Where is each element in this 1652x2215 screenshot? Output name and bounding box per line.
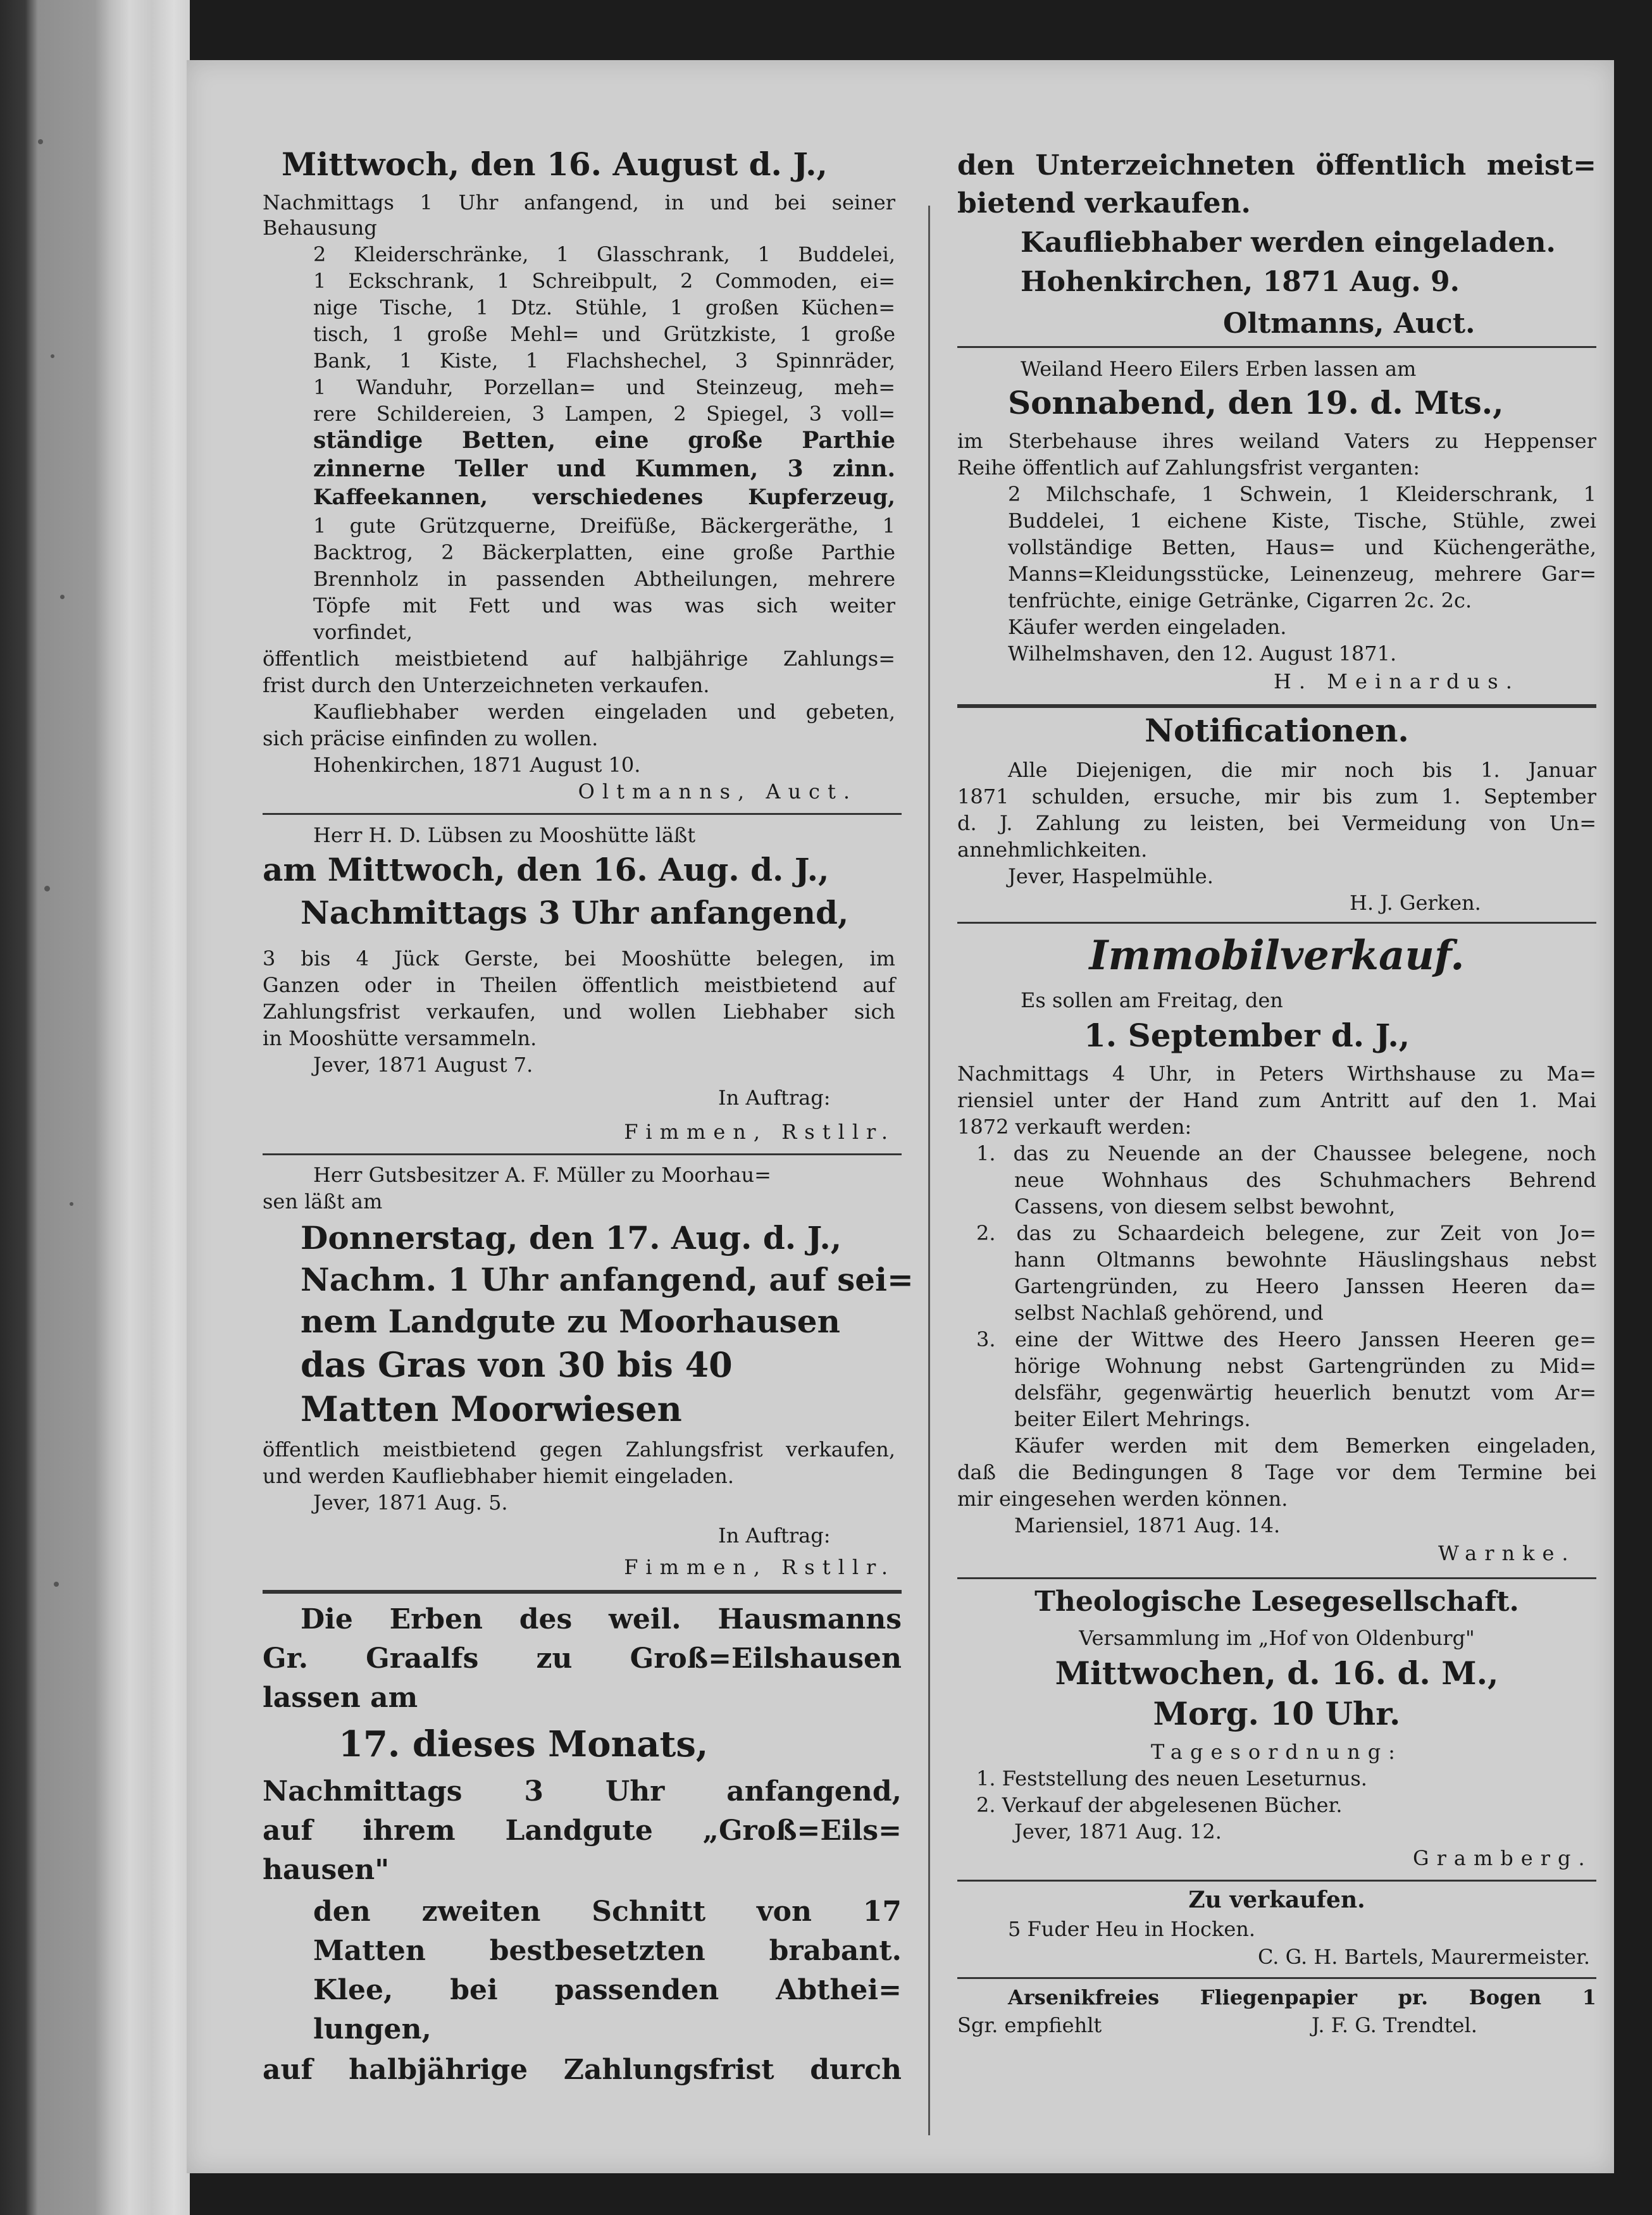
newspaper-page [187,60,1614,2173]
ad1-line: Brennholz in passenden Abtheilungen, mehrere [313,567,895,591]
ad4-line: Matten bestbesetzten brabant. [313,1935,902,1967]
r-ad1-line: den Unterzeichneten öffentlich meist= [957,149,1596,182]
r-ad4-line: 2. das zu Schaardeich belegene, zur Zeit von Jo= [976,1221,1596,1245]
ad3-line: und werden Kaufliebhaber hiemit eingeladen. [263,1464,734,1488]
ad4-line: lassen am [263,1682,418,1714]
ad3-intro: Herr Gutsbesitzer A. F. Müller zu Moorhau= [313,1163,771,1187]
r-ad4-intro: Es sollen am Freitag, den [1021,988,1283,1012]
r-ad5-signature: Gramberg. [1413,1846,1593,1870]
r-ad3-line: Jever, Haspelmühle. [1008,864,1214,888]
ad1-line: Töpfe mit Fett und was was sich weiter [313,593,895,617]
ad1-line: 1 Wanduhr, Porzellan= und Steinzeug, meh= [313,375,895,399]
ad4-line: lungen, [313,2013,432,2045]
r-ad3-line: annehmlichkeiten. [957,838,1148,862]
ad1-line-bold: Kaffeekannen, verschiedenes Kupferzeug, [313,485,895,510]
r-ad1-line: bietend verkaufen. [957,187,1251,220]
ad2-line: 3 bis 4 Jück Gerste, bei Mooshütte belegen, im [263,946,895,971]
r-ad4-line: 1872 verkauft werden: [957,1115,1192,1139]
ad1-line-bold: ständige Betten, eine große Parthie [313,427,895,454]
r-ad3-heading: Notificationen. [1145,712,1409,749]
ad2-heading: Nachmittags 3 Uhr anfangend, [301,894,849,931]
divider [957,1880,1596,1882]
divider [263,813,902,815]
speck [54,1582,59,1587]
divider-thick [957,704,1596,708]
r-ad5-line: Morg. 10 Uhr. [1153,1695,1401,1732]
r-ad1-line: Kaufliebhaber werden eingeladen. [1021,226,1556,259]
r-ad2-line: vollständige Betten, Haus= und Küchengeräthe, [1008,535,1596,559]
ad3-line: Jever, 1871 Aug. 5. [313,1491,508,1515]
r-ad7-line: Arsenikfreies Fliegenpapier pr. Bogen 1 [1008,1985,1596,2009]
r-ad2-line: 2 Milchschafe, 1 Schwein, 1 Kleiderschrank, 1 [1008,482,1596,506]
r-ad5-line: Mittwochen, d. 16. d. M., [1055,1654,1499,1692]
r-ad4-line: selbst Nachlaß gehörend, und [1014,1301,1324,1325]
r-ad2-line: tenfrüchte, einige Getränke, Cigarren 2c. 2c. [1008,588,1472,612]
r-ad4-line: 3. eine der Wittwe des Heero Janssen Heeren ge= [976,1327,1596,1351]
ad3-heading: nem Landgute zu Moorhausen [301,1303,840,1340]
book-edge [0,0,190,2215]
ad1-line: nige Tische, 1 Dtz. Stühle, 1 großen Küchen= [313,295,895,320]
ad4-line: auf halbjährige Zahlungsfrist durch [263,2054,902,2086]
ad1-line: 1 gute Grützquerne, Dreifüße, Bäckergeräthe, 1 [313,514,895,538]
r-ad4-line: Nachmittags 4 Uhr, in Peters Wirthshause zu Ma= [957,1062,1596,1086]
speck [44,886,50,891]
ad3-auftrag: In Auftrag: [718,1523,831,1548]
r-ad2-line: Buddelei, 1 eichene Kiste, Tische, Stühle, zwei [1008,509,1596,533]
ad1-line: Nachmittags 1 Uhr anfangend, in und bei seiner [263,190,895,214]
r-ad2-line: Wilhelmshaven, den 12. August 1871. [1008,642,1397,666]
speck [38,139,43,144]
r-ad1-signature: Oltmanns, Auct. [1223,307,1475,340]
r-ad4-line: hörige Wohnung nebst Gartengründen zu Mid= [1014,1354,1596,1378]
ad2-line: in Mooshütte versammeln. [263,1026,537,1050]
ad4-line: Nachmittags 3 Uhr anfangend, [263,1775,902,1808]
r-ad2-line: Manns=Kleidungsstücke, Leinenzeug, mehrere Gar= [1008,562,1596,586]
divider-thick [263,1590,902,1594]
ad1-heading: Mittwoch, den 16. August d. J., [282,146,828,183]
speck [60,595,65,599]
r-ad4-signature: Warnke. [1438,1541,1576,1565]
speck [70,1202,73,1206]
ad3-line: öffentlich meistbietend gegen Zahlungsfrist verkaufen, [263,1437,895,1461]
r-ad4-line: beiter Eilert Mehrings. [1014,1407,1251,1431]
r-ad5-heading: Theologische Lesegesellschaft. [1034,1585,1519,1618]
ad1-line: Backtrog, 2 Bäckerplatten, eine große Parthie [313,540,895,564]
ad2-intro: Herr H. D. Lübsen zu Mooshütte läßt [313,823,696,847]
ad3-intro: sen läßt am [263,1189,383,1213]
ad2-line: Jever, 1871 August 7. [313,1053,533,1077]
divider [957,1577,1596,1579]
r-ad4-heading: Immobilverkauf. [1089,932,1465,979]
ad3-heading: das Gras von 30 bis 40 [301,1344,733,1385]
column-rule [928,206,930,2135]
r-ad4-line: riensiel unter der Hand zum Antritt auf den 1. Mai [957,1088,1596,1112]
ad1-line: frist durch den Unterzeichneten verkaufen. [263,673,710,697]
divider [957,346,1596,348]
ad1-line: 1 Eckschrank, 1 Schreibpult, 2 Commoden, ei= [313,269,895,293]
divider [957,1977,1596,1979]
speck [51,354,54,358]
r-ad2-line: Reihe öffentlich auf Zahlungsfrist verganten: [957,456,1420,480]
r-ad3-signature: H. J. Gerken. [1350,891,1481,915]
r-ad2-line: Käufer werden eingeladen. [1008,615,1287,639]
divider [263,1153,902,1155]
ad1-line-bold: zinnerne Teller und Kummen, 3 zinn. [313,456,895,482]
r-ad4-line: mir eingesehen werden können. [957,1487,1288,1511]
ad1-line: sich präcise einfinden zu wollen. [263,726,599,750]
ad2-auftrag: In Auftrag: [718,1086,831,1110]
r-ad6-heading: Zu verkaufen. [1188,1887,1365,1913]
ad2-line: Zahlungsfrist verkaufen, und wollen Liebhaber sich [263,1000,895,1024]
r-ad5-line: Versammlung im „Hof von Oldenburg" [1079,1626,1475,1650]
ad3-heading: Matten Moorwiesen [301,1389,682,1429]
ad3-signature: Fimmen, Rstllr. [624,1555,895,1579]
ad1-line: vorfindet, [313,620,413,644]
r-ad4-date: 1. September d. J., [1084,1017,1410,1054]
r-ad5-line: Jever, 1871 Aug. 12. [1014,1820,1222,1844]
r-ad4-line: hann Oltmanns bewohnte Häuslingshaus nebst [1014,1248,1596,1272]
r-ad6-signature: C. G. H. Bartels, Maurermeister. [1257,1945,1590,1969]
r-ad4-line: Cassens, von diesem selbst bewohnt, [1014,1194,1396,1219]
ad4-line: Die Erben des weil. Hausmanns [301,1603,902,1635]
r-ad2-signature: H. Meinardus. [1274,669,1520,693]
ad1-line: Kaufliebhaber werden eingeladen und gebeten, [313,700,895,724]
ad1-line: tisch, 1 große Mehl= und Grützkiste, 1 große [313,322,895,346]
ad1-line: 2 Kleiderschränke, 1 Glasschrank, 1 Buddelei, [313,242,895,266]
ad2-signature: Fimmen, Rstllr. [624,1120,895,1144]
ad3-heading: Nachm. 1 Uhr anfangend, auf sei= [301,1261,914,1298]
r-ad5-item: 2. Verkauf der abgelesenen Bücher. [976,1793,1343,1817]
ad1-line: Hohenkirchen, 1871 August 10. [313,753,641,777]
r-ad4-line: Mariensiel, 1871 Aug. 14. [1014,1513,1281,1537]
r-ad2-intro: Weiland Heero Eilers Erben lassen am [1021,357,1417,381]
r-ad4-line: Käufer werden mit dem Bemerken eingeladen, [1014,1434,1596,1458]
ad1-line: Bank, 1 Kiste, 1 Flachshechel, 3 Spinnräder, [313,349,895,373]
r-ad3-line: Alle Diejenigen, die mir noch bis 1. Januar [1008,758,1596,782]
r-ad2-heading: Sonnabend, den 19. d. Mts., [1008,384,1504,421]
r-ad3-line: d. J. Zahlung zu leisten, bei Vermeidung von Un= [957,811,1596,835]
ad1-signature: Oltmanns, Auct. [578,779,857,803]
ad3-heading: Donnerstag, den 17. Aug. d. J., [301,1219,842,1256]
r-ad7-line: Sgr. empfiehlt [957,2013,1102,2037]
ad4-line: 17. dieses Monats, [338,1723,709,1765]
r-ad4-line: 1. das zu Neuende an der Chaussee belegene, noch [976,1141,1596,1165]
ad4-line: auf ihrem Landgute „Groß=Eils= [263,1815,902,1847]
r-ad4-line: neue Wohnhaus des Schuhmachers Behrend [1014,1168,1596,1192]
r-ad5-item: 1. Feststellung des neuen Leseturnus. [976,1766,1367,1790]
ad4-line: den zweiten Schnitt von 17 [313,1895,902,1928]
ad2-line: Ganzen oder in Theilen öffentlich meistbietend auf [263,973,895,997]
ad4-line: hausen" [263,1854,390,1886]
r-ad1-line: Hohenkirchen, 1871 Aug. 9. [1021,266,1460,298]
ad1-line: Behausung [263,216,377,240]
r-ad3-line: 1871 schulden, ersuche, mir bis zum 1. September [957,785,1596,809]
r-ad4-line: Gartengründen, zu Heero Janssen Heeren da= [1014,1274,1596,1298]
r-ad7-signature: J. F. G. Trendtel. [1312,2013,1477,2037]
r-ad5-tagesordnung: Tagesordnung: [1151,1740,1403,1764]
ad4-line: Klee, bei passenden Abthei= [313,1974,902,2006]
r-ad4-line: daß die Bedingungen 8 Tage vor dem Termine bei [957,1460,1596,1484]
r-ad6-line: 5 Fuder Heu in Hocken. [1008,1917,1256,1941]
ad2-heading: am Mittwoch, den 16. Aug. d. J., [263,851,829,888]
ad1-line: öffentlich meistbietend auf halbjährige Zahlungs= [263,647,895,671]
ad1-line: rere Schildereien, 3 Lampen, 2 Spiegel, 3 voll= [313,402,895,426]
r-ad4-line: delsfähr, gegenwärtig heuerlich benutzt vom Ar= [1014,1380,1596,1405]
r-ad2-line: im Sterbehause ihres weiland Vaters zu Heppenser [957,429,1596,453]
ad4-line: Gr. Graalfs zu Groß=Eilshausen [263,1642,902,1675]
divider [957,922,1596,924]
